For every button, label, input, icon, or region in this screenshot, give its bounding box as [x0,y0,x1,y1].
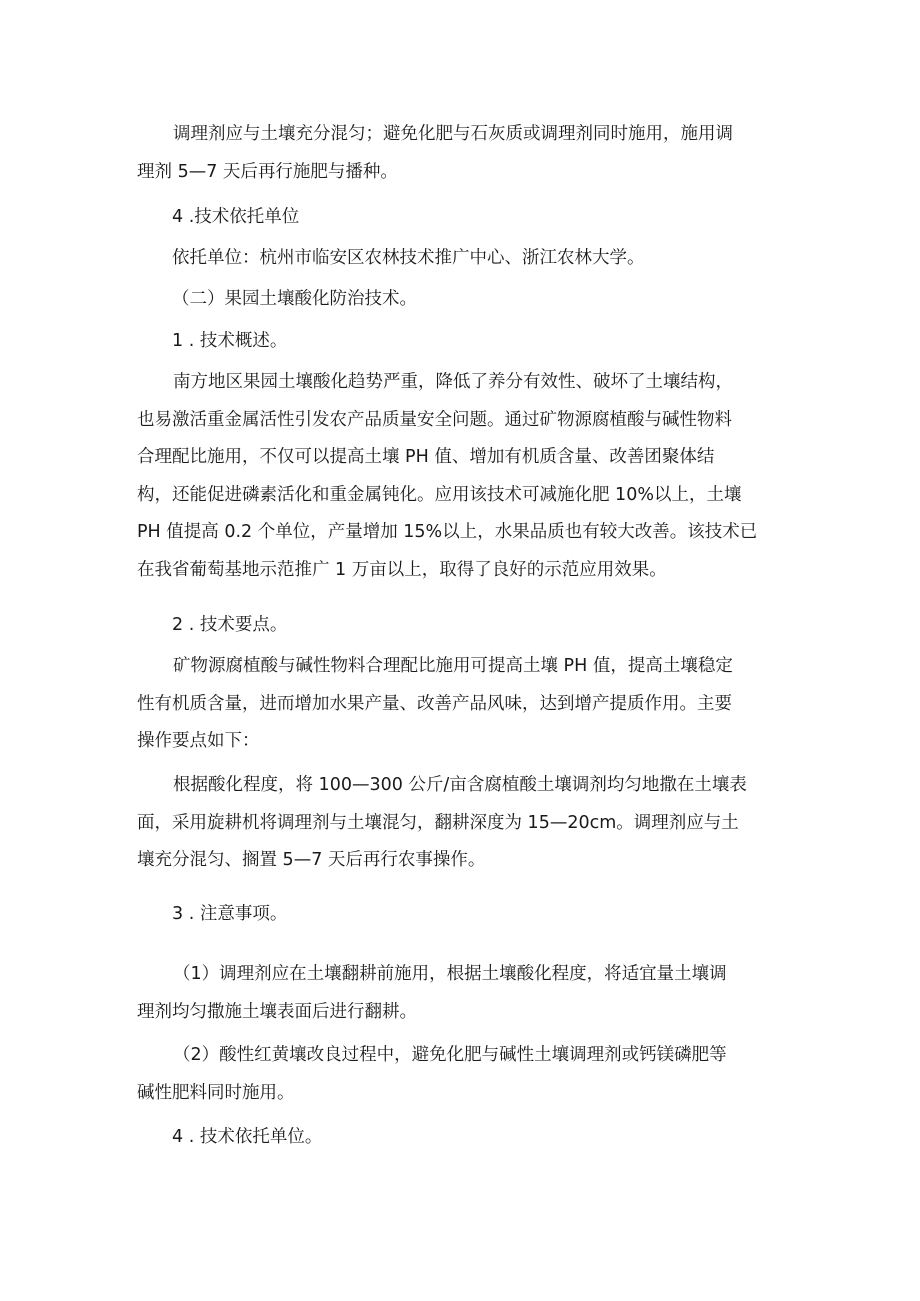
text-line: 调理剂应与土壤充分混匀；避免化肥与石灰质或调理剂同时施用，施用调 [173,124,733,144]
text-line: 矿物源腐植酸与碱性物料合理配比施用可提高土壤 PH 值，提高土壤稳定 [173,656,733,676]
paragraph-continuation [137,116,777,191]
heading-support-units-1: 4 .技术依托单位 [172,207,300,227]
paragraph-key-points [137,648,777,761]
text-line: 在我省葡萄基地示范推广 1 万亩以上，取得了良好的示范应用效果。 [137,559,667,580]
heading-support-units-2: 4 . 技术依托单位。 [172,1127,323,1147]
support-units-text: 依托单位：杭州市临安区农林技术推广中心、浙江农林大学。 [172,248,645,268]
text-line: 理剂均匀撒施土壤表面后进行翻耕。 [137,1001,417,1022]
text-line: 构，还能促进磷素活化和重金属钝化。应用该技术可减施化肥 10%以上，土壤 [137,484,742,505]
heading-notes: 3 . 注意事项。 [172,904,288,924]
text-line: 性有机质含量，进而增加水果产量、改善产品风味，达到增产提质作用。主要 [137,693,732,714]
paragraph-operation [137,767,777,880]
text-line: 理剂 5—7 天后再行施肥与播种。 [137,161,398,182]
text-line: 碱性肥料同时施用。 [137,1082,295,1103]
text-line: 南方地区果园土壤酸化趋势严重，降低了养分有效性、破坏了土壤结构， [173,372,733,392]
text-line: 操作要点如下： [137,731,260,751]
text-line: PH 值提高 0.2 个单位，产量增加 15%以上，水果品质也有较大改善。该技术已 [137,522,758,542]
heading-overview: 1 . 技术概述。 [172,331,288,351]
text-line: 根据酸化程度，将 100—300 公斤/亩含腐植酸土壤调剂均匀地撒在土壤表 [173,775,747,795]
section-2-title: （二）果园土壤酸化防治技术。 [172,289,417,309]
heading-key-points: 2 . 技术要点。 [172,615,288,635]
text-line: 面，采用旋耕机将调理剂与土壤混匀，翻耕深度为 15—20cm。调理剂应与土 [137,812,739,833]
text-line: 合理配比施用，不仅可以提高土壤 PH 值、增加有机质含量、改善团聚体结 [137,447,715,467]
text-line: 也易激活重金属活性引发农产品质量安全问题。通过矿物源腐植酸与碱性物料 [137,409,732,430]
paragraph-note-1 [137,956,777,1031]
paragraph-overview [137,364,777,589]
text-line: 壤充分混匀、搁置 5—7 天后再行农事操作。 [137,850,486,870]
paragraph-note-2 [137,1037,777,1112]
text-line: （1）调理剂应在土壤翻耕前施用，根据土壤酸化程度，将适宜量土壤调 [173,964,727,984]
text-line: （2）酸性红黄壤改良过程中，避免化肥与碱性土壤调理剂或钙镁磷肥等 [173,1045,727,1065]
